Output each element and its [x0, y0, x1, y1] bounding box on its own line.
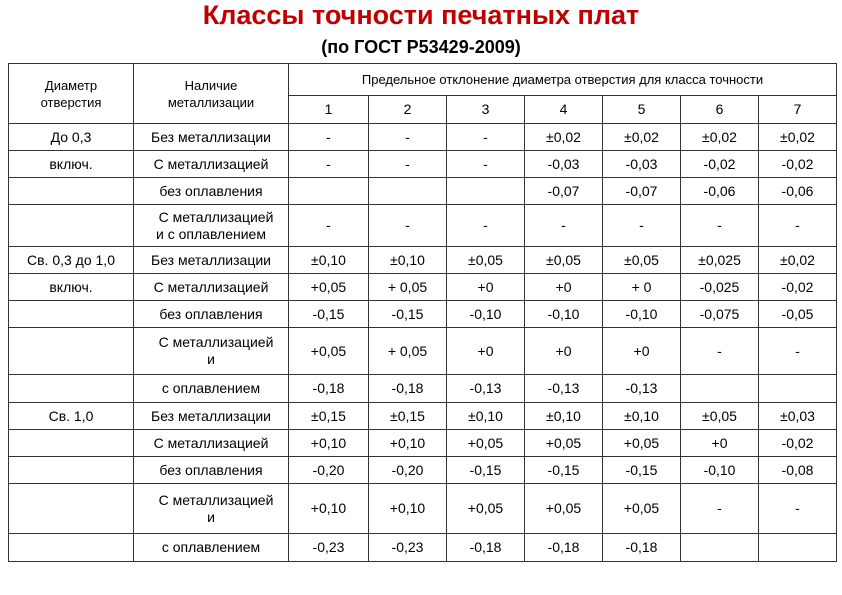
tolerance-value: +0 — [447, 328, 525, 375]
tolerance-value: ±0,05 — [447, 247, 525, 274]
tolerance-value: - — [759, 205, 837, 247]
diameter-cell — [9, 301, 134, 328]
tolerance-value: +0,05 — [289, 274, 369, 301]
tolerance-value: ±0,05 — [525, 247, 603, 274]
table-row — [9, 328, 837, 375]
metallization-cell — [134, 328, 289, 375]
tolerance-value: -0,10 — [447, 301, 525, 328]
tolerance-value: - — [603, 205, 681, 247]
tolerance-value: -0,02 — [681, 151, 759, 178]
diameter-cell: Св. 0,3 до 1,0 — [9, 247, 134, 274]
tolerance-value: -0,03 — [603, 151, 681, 178]
tolerance-value: ±0,10 — [447, 403, 525, 430]
tolerance-value: -0,05 — [759, 301, 837, 328]
diameter-cell: До 0,3 — [9, 124, 134, 151]
metallization-label-line1: С металлизацией — [158, 491, 274, 508]
tolerance-value: -0,02 — [759, 274, 837, 301]
tolerance-value: -0,15 — [289, 301, 369, 328]
tolerance-value: -0,07 — [525, 178, 603, 205]
metallization-label-line1: С металлизацией — [158, 334, 274, 350]
table-row — [9, 247, 837, 274]
tolerance-value: -0,08 — [759, 457, 837, 484]
tolerance-value: +0,05 — [447, 430, 525, 457]
tolerance-value: + 0,05 — [369, 328, 447, 375]
tolerance-value: - — [289, 205, 369, 247]
table-row — [9, 484, 837, 534]
tolerance-value: -0,20 — [289, 457, 369, 484]
diameter-cell — [9, 484, 134, 534]
diameter-cell: включ. — [9, 151, 134, 178]
tolerance-value: -0,18 — [447, 534, 525, 562]
tolerance-value: -0,025 — [681, 274, 759, 301]
diameter-cell: включ. — [9, 274, 134, 301]
tolerance-value: ±0,03 — [759, 403, 837, 430]
tolerance-value: +0,05 — [525, 430, 603, 457]
tolerance-value — [759, 534, 837, 562]
tolerance-value: -0,15 — [447, 457, 525, 484]
tolerance-value: + 0 — [603, 274, 681, 301]
tolerance-value: +0,10 — [369, 484, 447, 534]
metallization-cell: без оплавления — [134, 457, 289, 484]
tolerance-value: -0,18 — [603, 534, 681, 562]
tolerance-value: +0,10 — [369, 430, 447, 457]
tolerance-value: - — [289, 124, 369, 151]
tolerance-value: +0,05 — [603, 430, 681, 457]
tolerance-value: ±0,05 — [603, 247, 681, 274]
metallization-cell: с оплавлением — [134, 375, 289, 403]
tolerance-value: - — [759, 328, 837, 375]
tolerance-table — [8, 63, 837, 562]
tolerance-value: +0 — [603, 328, 681, 375]
tolerance-value: -0,02 — [759, 151, 837, 178]
tolerance-value: -0,10 — [681, 457, 759, 484]
class-header: 2 — [369, 96, 447, 124]
table-row — [9, 151, 837, 178]
tolerance-value: - — [447, 124, 525, 151]
tolerance-value: -0,13 — [525, 375, 603, 403]
class-header: 6 — [681, 96, 759, 124]
tolerance-value: -0,13 — [603, 375, 681, 403]
tolerance-value: -0,10 — [603, 301, 681, 328]
tolerance-value: +0 — [525, 274, 603, 301]
class-header: 3 — [447, 96, 525, 124]
diameter-cell — [9, 534, 134, 562]
tolerance-value: ±0,02 — [759, 247, 837, 274]
tolerance-value: -0,15 — [369, 301, 447, 328]
header-group: Предельное отклонение диаметра отверстия для класса точности — [289, 64, 837, 96]
class-header: 5 — [603, 96, 681, 124]
tolerance-value: +0 — [681, 430, 759, 457]
table-row — [9, 178, 837, 205]
metallization-label-line1: С металлизацией — [158, 208, 274, 225]
tolerance-value: +0,10 — [289, 484, 369, 534]
metallization-label-line2: и — [207, 508, 215, 525]
diameter-cell: Св. 1,0 — [9, 403, 134, 430]
table-row — [9, 124, 837, 151]
tolerance-value: -0,15 — [525, 457, 603, 484]
table-row — [9, 274, 837, 301]
tolerance-value: ±0,15 — [289, 403, 369, 430]
table-row — [9, 375, 837, 403]
tolerance-value: ±0,02 — [759, 124, 837, 151]
table-row — [9, 430, 837, 457]
tolerance-value: ±0,10 — [603, 403, 681, 430]
tolerance-value: -0,18 — [289, 375, 369, 403]
tolerance-value: ±0,02 — [525, 124, 603, 151]
tolerance-value: -0,15 — [603, 457, 681, 484]
diameter-cell — [9, 328, 134, 375]
diameter-cell — [9, 205, 134, 247]
tolerance-value: - — [681, 328, 759, 375]
tolerance-value: -0,075 — [681, 301, 759, 328]
metallization-cell — [134, 205, 289, 247]
tolerance-value: -0,23 — [369, 534, 447, 562]
tolerance-value: +0,05 — [603, 484, 681, 534]
tolerance-value: ±0,02 — [681, 124, 759, 151]
tolerance-value: -0,18 — [525, 534, 603, 562]
tolerance-value — [369, 178, 447, 205]
metallization-cell: без оплавления — [134, 301, 289, 328]
metallization-label-line2: и с оплавлением — [156, 225, 266, 242]
metallization-label-line2: и — [207, 351, 215, 367]
class-header: 7 — [759, 96, 837, 124]
tolerance-value: - — [369, 205, 447, 247]
tolerance-value: +0 — [447, 274, 525, 301]
metallization-cell: Без металлизации — [134, 124, 289, 151]
tolerance-value: - — [369, 124, 447, 151]
tolerance-value: + 0,05 — [369, 274, 447, 301]
tolerance-value: - — [289, 151, 369, 178]
tolerance-value: - — [525, 205, 603, 247]
diameter-cell — [9, 457, 134, 484]
tolerance-value: - — [681, 205, 759, 247]
tolerance-value: - — [759, 484, 837, 534]
tolerance-value: -0,02 — [759, 430, 837, 457]
tolerance-value — [447, 178, 525, 205]
tolerance-value: -0,10 — [525, 301, 603, 328]
tolerance-value: +0,05 — [289, 328, 369, 375]
tolerance-value: -0,06 — [759, 178, 837, 205]
table-row — [9, 205, 837, 247]
header-metallization: Наличие металлизации — [134, 64, 289, 124]
tolerance-value: ±0,025 — [681, 247, 759, 274]
tolerance-value: ±0,15 — [369, 403, 447, 430]
tolerance-value: +0 — [525, 328, 603, 375]
tolerance-value: ±0,05 — [681, 403, 759, 430]
tolerance-value: -0,13 — [447, 375, 525, 403]
tolerance-value — [681, 534, 759, 562]
table-row — [9, 534, 837, 562]
diameter-cell — [9, 375, 134, 403]
class-header: 1 — [289, 96, 369, 124]
tolerance-value — [681, 375, 759, 403]
tolerance-value: ±0,10 — [525, 403, 603, 430]
tolerance-value: - — [447, 205, 525, 247]
tolerance-value: +0,05 — [525, 484, 603, 534]
tolerance-value: -0,20 — [369, 457, 447, 484]
tolerance-value: +0,05 — [447, 484, 525, 534]
tolerance-value — [759, 375, 837, 403]
tolerance-value: ±0,10 — [289, 247, 369, 274]
metallization-cell — [134, 484, 289, 534]
tolerance-value: - — [681, 484, 759, 534]
page-title: Классы точности печатных плат — [202, 0, 640, 30]
tolerance-value — [289, 178, 369, 205]
tolerance-value: -0,07 — [603, 178, 681, 205]
metallization-cell: С металлизацией — [134, 430, 289, 457]
table-row — [9, 403, 837, 430]
tolerance-value: -0,23 — [289, 534, 369, 562]
diameter-cell — [9, 430, 134, 457]
table-body — [9, 64, 837, 562]
metallization-cell: С металлизацией — [134, 274, 289, 301]
tolerance-value: ±0,02 — [603, 124, 681, 151]
table-row — [9, 457, 837, 484]
page-subtitle: (по ГОСТ Р53429-2009) — [321, 37, 521, 57]
metallization-cell: Без металлизации — [134, 403, 289, 430]
metallization-cell: С металлизацией — [134, 151, 289, 178]
class-header: 4 — [525, 96, 603, 124]
tolerance-value: +0,10 — [289, 430, 369, 457]
tolerance-value: -0,03 — [525, 151, 603, 178]
tolerance-value: -0,06 — [681, 178, 759, 205]
metallization-cell: Без металлизации — [134, 247, 289, 274]
tolerance-value: -0,18 — [369, 375, 447, 403]
metallization-cell: без оплавления — [134, 178, 289, 205]
header-diameter: Диаметр отверстия — [9, 64, 134, 124]
table-row — [9, 301, 837, 328]
tolerance-value: - — [447, 151, 525, 178]
tolerance-value: - — [369, 151, 447, 178]
metallization-cell: с оплавлением — [134, 534, 289, 562]
diameter-cell — [9, 178, 134, 205]
tolerance-value: ±0,10 — [369, 247, 447, 274]
